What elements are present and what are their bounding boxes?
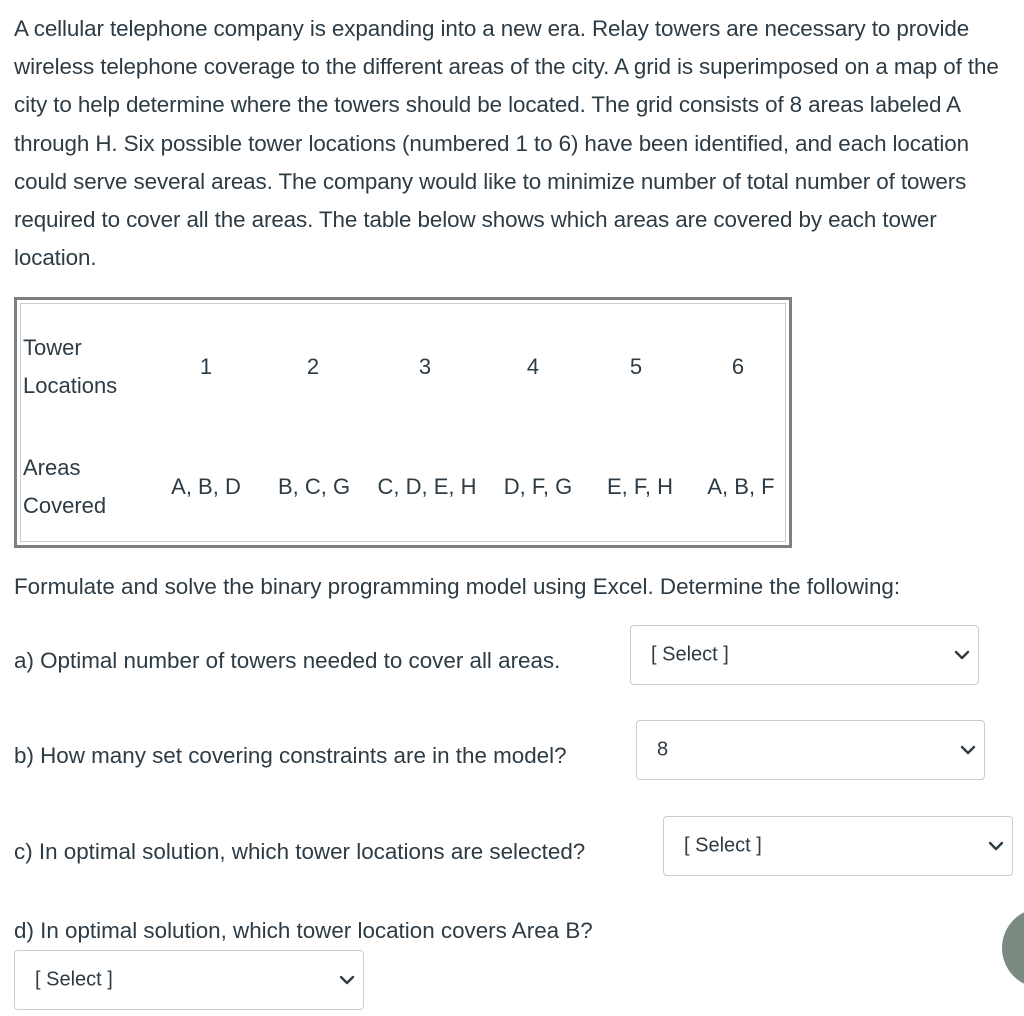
tower-location-cell: 1 bbox=[199, 354, 213, 379]
question-c-selected-value: [ Select ] bbox=[684, 834, 762, 857]
question-a-selected-value: [ Select ] bbox=[651, 643, 729, 666]
question-b-text: b) How many set covering constraints are in the model? bbox=[14, 743, 567, 768]
question-d-text: d) In optimal solution, which tower location covers Area B? bbox=[14, 918, 593, 943]
chevron-down-icon bbox=[339, 974, 355, 986]
question-d-select[interactable] bbox=[14, 950, 364, 1010]
question-b-select[interactable] bbox=[636, 720, 985, 780]
row-header-areas-covered bbox=[23, 449, 163, 525]
tower-location-cell: 5 bbox=[629, 354, 643, 379]
tower-location-cell: 4 bbox=[526, 354, 540, 379]
areas-covered-cell: C, D, E, H bbox=[377, 474, 477, 499]
row-header-line: Locations bbox=[23, 373, 118, 398]
intro-paragraph: A cellular telephone company is expanding into a new era. Relay towers are necessary to provide wireless telephone coverage to the different areas of the city. A grid is superimposed on a map of the city to help determine where the towers should be located. The grid consists of 8 areas labeled A through H. Six possible tower locations (numbered 1 to 6) have been identified, and each location could serve several areas. The company would like to minimize number of total number of towers required to cover all the areas. The table below shows which areas are covered by each tower location. bbox=[14, 16, 999, 271]
question-d-selected-value: [ Select ] bbox=[35, 968, 113, 991]
chevron-down-icon bbox=[960, 744, 976, 756]
question-a-select[interactable] bbox=[630, 625, 979, 685]
floating-action-button[interactable] bbox=[1002, 908, 1024, 988]
tower-location-cell: 6 bbox=[731, 354, 745, 379]
areas-covered-cell: A, B, F bbox=[707, 474, 775, 499]
question-c-select[interactable] bbox=[663, 816, 1013, 876]
areas-covered-cell: A, B, D bbox=[171, 474, 241, 499]
instruction-text: Formulate and solve the binary programming model using Excel. Determine the following: bbox=[14, 574, 901, 599]
areas-covered-cell: E, F, H bbox=[606, 474, 673, 499]
question-b-selected-value: 8 bbox=[657, 738, 669, 761]
tower-location-cell: 2 bbox=[306, 354, 320, 379]
row-header-line: Tower bbox=[23, 335, 82, 360]
row-header-line: Areas bbox=[23, 455, 81, 480]
row-header-line: Covered bbox=[23, 493, 107, 518]
tower-location-cell: 3 bbox=[418, 354, 432, 379]
areas-covered-cell: B, C, G bbox=[277, 474, 351, 499]
chevron-down-icon bbox=[988, 840, 1004, 852]
coverage-table bbox=[14, 297, 792, 548]
question-a-text: a) Optimal number of towers needed to cover all areas. bbox=[14, 648, 561, 673]
question-c-text: c) In optimal solution, which tower locations are selected? bbox=[14, 839, 586, 864]
row-header-tower-locations bbox=[23, 329, 163, 405]
areas-covered-cell: D, F, G bbox=[503, 474, 573, 499]
chevron-down-icon bbox=[954, 649, 970, 661]
question-intro bbox=[14, 10, 1019, 277]
